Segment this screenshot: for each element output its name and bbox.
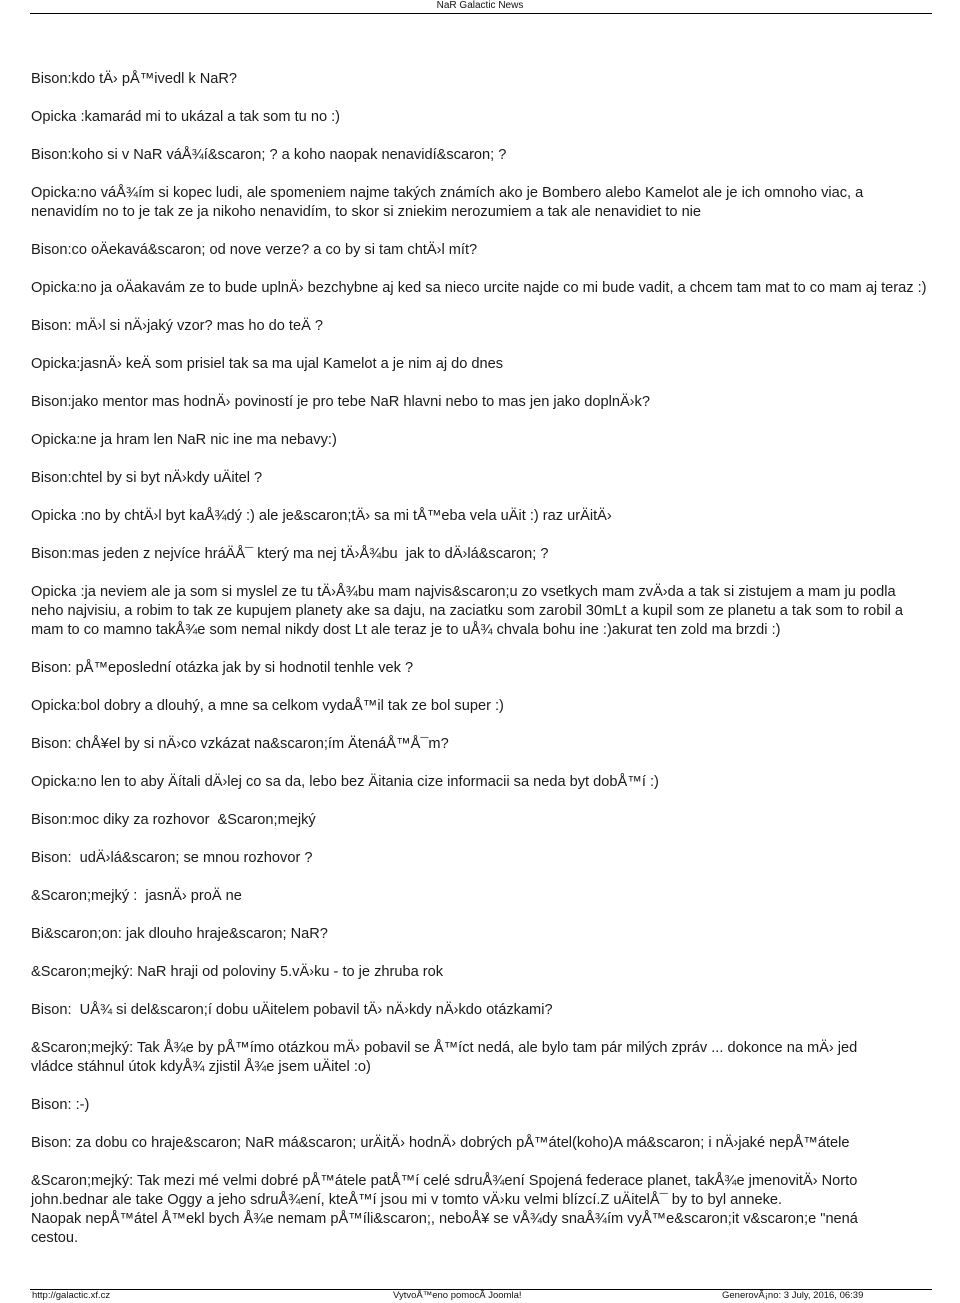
paragraph-line: &Scaron;mejký: Tak Å¾e by pÅ™ímo otázkou mÄ› pobavil se Å™íct nedá, ale bylo tam pár milých zpráv ... dokonce na mÄ› jed [31,1040,858,1056]
paragraph-line: &Scaron;mejký: Tak mezi mé velmi dobré pÅ™átele patÅ™í celé sdruÅ¾ení Spojená federace planet, takÅ¾e jmenovitÄ› Norto [31,1173,858,1189]
paragraph: Bison: chÅ¥el by si nÄ›co vzkázat na&scaron;ím ÄtenáÅ™Å¯m? [31,736,449,752]
paragraph: Opicka :kamarád mi to ukázal a tak som tu no :) [31,109,341,125]
paragraph: Bison:co oÄekavá&scaron; od nove verze? a co by si tam chtÄ›l mít? [31,242,478,258]
paragraph: Bi&scaron;on: jak dlouho hraje&scaron; NaR? [31,926,328,942]
paragraph-clipped [31,1172,960,1248]
paragraph: Bison:koho si v NaR váÅ¾í&scaron; ? a koho naopak nenavidí&scaron; ? [31,147,507,163]
paragraph: &Scaron;mejký: NaR hraji od poloviny 5.vÄ›ku - to je zhruba rok [31,964,444,980]
paragraph: Bison: udÄ›lá&scaron; se mnou rozhovor ? [31,850,313,866]
paragraph-line: vládce stáhnul útok kdyÅ¾ zjistil Å¾e jsem uÄitel :o) [31,1059,371,1075]
paragraph-clipped [31,1096,960,1115]
paragraph: Opicka:bol dobry a dlouhý, a mne sa celkom vydaÅ™il tak ze bol super :) [31,698,504,714]
paragraph: Bison:chtel by si byt nÄ›kdy uÄitel ? [31,470,263,486]
paragraph-clipped [31,1039,960,1077]
footer-generated: GenerovÃ¡no: 3 July, 2016, 06:39 [722,1290,864,1301]
paragraph: Opicka:no len to aby Äítali dÄ›lej co sa da, lebo bez Äitania cize informacii sa neda byt dobÅ™í :) [31,774,659,790]
footer-made-with: VytvoÅ™eno pomocÃ Joomla! [393,1290,522,1301]
interview-content [31,70,960,1248]
page-header [0,0,960,14]
page-footer [0,1290,960,1303]
paragraph: &Scaron;mejký : jasnÄ› proÄ ne [31,888,242,904]
paragraph: Opicka :ja neviem ale ja som si myslel ze tu tÄ›Å¾bu mam najvis&scaron;u zo vsetkych mam zvÄ›da a tak si zistujem a mam ju podla neho najvisiu, a robim to tak ze kupujem planety ake sa daju, na zaciatku som zarobil 30mLt a kupil som ze planetu a tak som to robil a mam to co mamno takÅ¾e som nemal nikdy dost Lt ale teraz je to uÅ¾ chvala bohu ine :)akurat ten zold ma brzdi :) [31,584,908,638]
paragraph: Opicka:jasnÄ› keÄ som prisiel tak sa ma ujal Kamelot a je nim aj do dnes [31,356,504,372]
paragraph-line: Bison: :-) [31,1097,90,1113]
paragraph: Opicka:ne ja hram len NaR nic ine ma nebavy:) [31,432,337,448]
paragraph: Opicka:no ja oÄakavám ze to bude uplnÄ› bezchybne aj ked sa nieco urcite najde co mi bude vadit, a chcem tam mat to co mam aj teraz :) [31,280,927,296]
paragraph: Bison:jako mentor mas hodnÄ› poviností je pro tebe NaR hlavni nebo to mas jen jako doplnÄ›k? [31,394,650,410]
paragraph: Bison:kdo tÄ› pÅ™ivedl k NaR? [31,71,238,87]
paragraph: Bison:mas jeden z nejvíce hráÄÅ¯ který ma nej tÄ›Å¾bu jak to dÄ›lá&scaron; ? [31,546,549,562]
paragraph-clipped [31,1134,960,1153]
paragraph: Bison: UÅ¾ si del&scaron;í dobu uÄitelem pobavil tÄ› nÄ›kdy nÄ›kdo otázkami? [31,1002,553,1018]
paragraph-line: cestou. [31,1230,79,1246]
paragraph-line: Bison: za dobu co hraje&scaron; NaR má&scaron; urÄitÄ› hodnÄ› dobrých pÅ™átel(koho)A má&scaron; i nÄ›jaké nepÅ™átele [31,1135,850,1151]
header-divider [30,13,932,14]
paragraph: Bison:moc diky za rozhovor &Scaron;mejký [31,812,316,828]
paragraph: Opicka :no by chtÄ›l byt kaÅ¾dý :) ale je&scaron;tÄ› sa mi tÅ™eba vela uÄit :) raz urÄitÄ› [31,508,612,524]
paragraph: Bison: mÄ›l si nÄ›jaký vzor? mas ho do teÄ ? [31,318,323,334]
paragraph-line: Naopak nepÅ™átel Å™ekl bych Å¾e nemam pÅ™íli&scaron;, neboÅ¥ se vÅ¾dy snaÅ¾ím vyÅ™e&scaron;it v&scaron;e "nená [31,1211,858,1227]
paragraph: Bison: pÅ™eposlední otázka jak by si hodnotil tenhle vek ? [31,660,414,676]
paragraph: Opicka:no váÅ¾ím si kopec ludi, ale spomeniem najme takých známích ako je Bombero alebo Kamelot ale je ich omnoho viac, a nenavidím no to je tak ze ja nikoho nenavidím, to skor si zniekim nerozumiem a tak ale nenavidiet to nie [31,185,868,220]
paragraph-line: john.bednar ale take Oggy a jeho sdruÅ¾ení, kteÅ™í jsou mi v tomto vÄ›ku velmi blízcí.Z uÄitelÅ¯ by to byl anneke. [31,1192,783,1208]
footer-url: http://galactic.xf.cz [32,1290,111,1301]
site-title: NaR Galactic News [436,0,524,11]
